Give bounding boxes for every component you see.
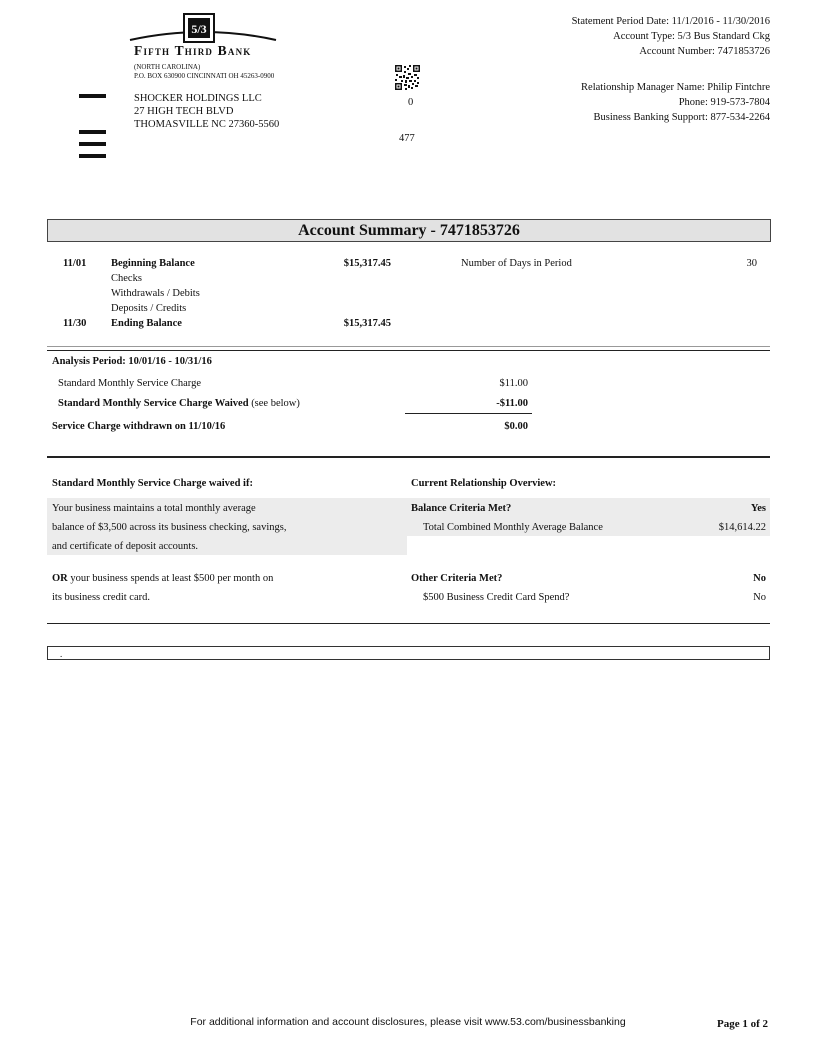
mail-code-1: 0 — [408, 97, 414, 108]
checks-label: Checks — [111, 273, 142, 284]
mail-bar — [79, 142, 106, 146]
balance-met-value: Yes — [750, 503, 766, 514]
manager-phone: Phone: 919-573-7804 — [678, 97, 770, 108]
waived-note: (see below) — [251, 398, 300, 409]
other-met-value: No — [753, 573, 766, 584]
page-number: Page 1 of 2 — [716, 1018, 768, 1030]
account-type: Account Type: 5/3 Bus Standard Ckg — [613, 31, 770, 42]
credit-spend-label: $500 Business Credit Card Spend? — [423, 592, 570, 603]
withdrawals-label: Withdrawals / Debits — [111, 288, 200, 299]
begin-label: Beginning Balance — [111, 258, 195, 269]
criteria2-or: OR — [52, 573, 68, 584]
combined-balance-value: $14,614.22 — [718, 522, 766, 533]
criteria2-text: your business spends at least $500 per month on — [67, 573, 274, 584]
statement-info — [572, 14, 770, 59]
service-charge-amount: $11.00 — [499, 378, 528, 389]
analysis-period: Analysis Period: 10/01/16 - 10/31/16 — [52, 356, 212, 367]
waived-label: Standard Monthly Service Charge Waived — [58, 398, 249, 409]
customer-name: SHOCKER HOLDINGS LLC — [134, 93, 262, 104]
bank-address-line1: (NORTH CAROLINA) — [134, 63, 201, 71]
service-charge-waived — [58, 398, 300, 409]
end-label: Ending Balance — [111, 318, 182, 329]
combined-balance-label: Total Combined Monthly Average Balance — [423, 522, 603, 533]
divider — [47, 623, 770, 624]
begin-amount: $15,317.45 — [343, 258, 391, 269]
bank-address-line2: P.O. BOX 630900 CINCINNATI OH 45263-0900 — [134, 71, 275, 80]
credit-spend-value: No — [753, 592, 766, 603]
mail-code-2: 477 — [399, 133, 415, 144]
footer-text: For additional information and account disclosures, please visit www.53.com/businessbanking — [190, 1016, 626, 1028]
deposits-label: Deposits / Credits — [111, 303, 187, 314]
mail-bar — [79, 130, 106, 134]
service-charge-label: Standard Monthly Service Charge — [58, 378, 201, 389]
end-amount: $15,317.45 — [343, 318, 391, 329]
bank-address — [134, 63, 274, 80]
relationship-manager: Relationship Manager Name: Philip Fintchre — [581, 82, 770, 93]
criteria2-line1 — [52, 573, 273, 584]
divider — [47, 346, 770, 347]
criteria2-line2: its business credit card. — [52, 592, 150, 603]
days-label: Number of Days in Period — [461, 258, 572, 269]
overview-heading: Current Relationship Overview: — [411, 478, 557, 489]
withdrawn-label: Service Charge withdrawn on 11/10/16 — [52, 421, 226, 432]
waived-amount: -$11.00 — [496, 398, 528, 409]
criteria1-line2: balance of $3,500 across its business checking, savings, — [52, 522, 287, 533]
other-met-label: Other Criteria Met? — [411, 573, 503, 584]
bank-name: Fifth Third Bank — [134, 43, 252, 58]
qr-code-icon — [395, 65, 420, 90]
withdrawn-amount: $0.00 — [504, 421, 528, 432]
mail-bar — [79, 94, 106, 98]
contact-info — [581, 80, 770, 125]
customer-street: 27 HIGH TECH BLVD — [134, 106, 234, 117]
days-value: 30 — [746, 258, 757, 269]
mail-bar — [79, 154, 106, 158]
business-support: Business Banking Support: 877-534-2264 — [593, 112, 770, 123]
customer-city: THOMASVILLE NC 27360-5560 — [134, 119, 280, 130]
customer-address — [134, 92, 279, 131]
account-summary-title: Account Summary - 7471853726 — [47, 219, 771, 242]
criteria1-line3: and certificate of deposit accounts. — [52, 541, 199, 552]
end-date: 11/30 — [63, 318, 87, 329]
subtotal-line — [405, 413, 532, 414]
logo-mark: 5/3 — [191, 22, 207, 36]
bank-logo-icon — [128, 12, 278, 46]
criteria1-line1: Your business maintains a total monthly average — [52, 503, 256, 514]
waiver-heading: Standard Monthly Service Charge waived if: — [52, 478, 253, 489]
divider — [47, 456, 770, 458]
statement-period-date: Statement Period Date: 11/1/2016 - 11/30/2016 — [571, 16, 770, 27]
account-number: Account Number: 7471853726 — [639, 46, 770, 57]
notice-box: . — [47, 646, 770, 660]
balance-met-label: Balance Criteria Met? — [411, 503, 512, 514]
divider — [47, 350, 770, 351]
begin-date: 11/01 — [63, 258, 87, 269]
